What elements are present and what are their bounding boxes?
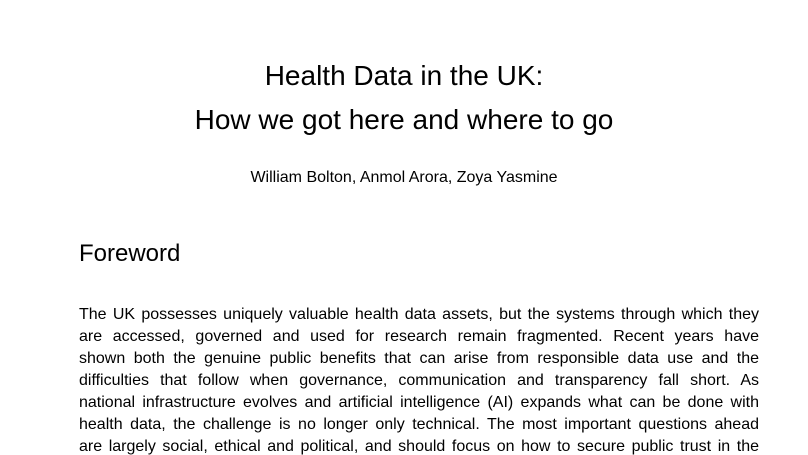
paragraph-line: national infrastructure evolves and artificial intelligence (AI) expands what can be done with <box>79 394 759 411</box>
foreword-paragraph <box>79 304 759 455</box>
paragraph-line: The UK possesses uniquely valuable health data assets, but the systems through which they <box>79 306 759 323</box>
paragraph-line: are largely social, ethical and political, and should focus on how to secure public trust in the <box>79 438 759 455</box>
paragraph-line: shown both the genuine public benefits that can arise from responsible data use and the <box>79 350 759 367</box>
paragraph-line: difficulties that follow when governance, communication and transparency fall short. As <box>79 372 759 389</box>
paper-authors: William Bolton, Anmol Arora, Zoya Yasmine <box>250 169 558 186</box>
paper-title-line-1: Health Data in the UK: <box>264 60 544 91</box>
paragraph-line: health data, the challenge is no longer only technical. The most important questions ahead <box>79 416 759 433</box>
section-heading-foreword: Foreword <box>79 240 181 267</box>
paragraph-line: are accessed, governed and used for research remain fragmented. Recent years have <box>79 328 759 345</box>
paper-title-line-2: How we got here and where to go <box>194 104 614 135</box>
